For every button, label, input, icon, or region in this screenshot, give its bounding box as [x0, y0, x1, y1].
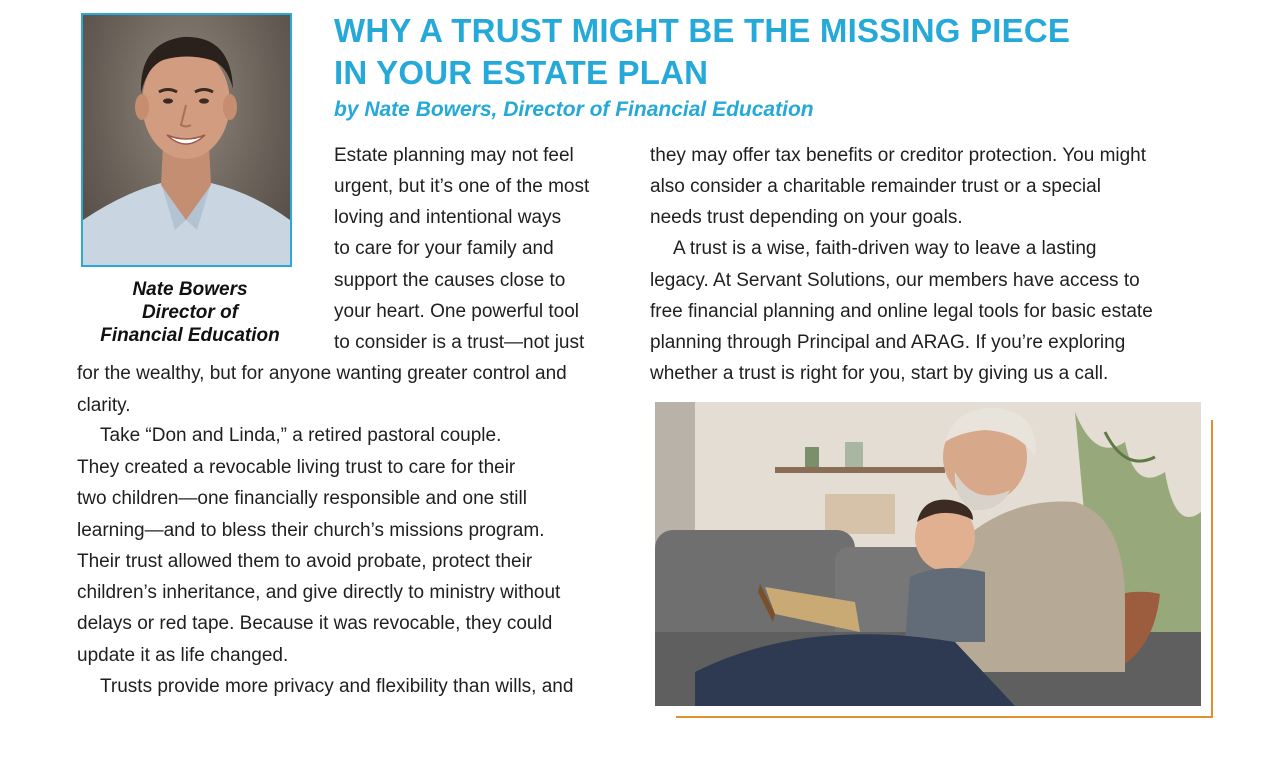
- body-line: update it as life changed.: [77, 645, 289, 666]
- body-line: Trusts provide more privacy and flexibility than wills, and: [100, 676, 574, 697]
- body-line: two children—one financially responsible and one still: [77, 488, 527, 509]
- article-byline: by Nate Bowers, Director of Financial Education: [334, 98, 814, 121]
- body-line: learning—and to bless their church’s missions program.: [77, 520, 545, 541]
- body-line: your heart. One powerful tool: [334, 301, 580, 322]
- body-line: to care for your family and: [334, 238, 554, 259]
- body-line: They created a revocable living trust to care for their: [77, 457, 516, 478]
- author-portrait-illustration: [83, 15, 290, 265]
- body-line: support the causes close to: [334, 270, 566, 291]
- body-line: whether a trust is right for you, start by giving us a call.: [650, 363, 1109, 384]
- article-title: [334, 10, 1234, 94]
- body-line: delays or red tape. Because it was revocable, they could: [77, 613, 553, 634]
- body-line: urgent, but it’s one of the most: [334, 176, 590, 197]
- body-line: clarity.: [77, 395, 131, 416]
- body-line: legacy. At Servant Solutions, our members have access to: [650, 270, 1140, 291]
- author-role-line2: Financial Education: [100, 325, 280, 346]
- article-title-line2: IN YOUR ESTATE PLAN: [334, 54, 709, 91]
- body-line: Their trust allowed them to avoid probate, protect their: [77, 551, 533, 572]
- author-role-line1: Director of: [141, 302, 239, 323]
- body-line: needs trust depending on your goals.: [650, 207, 963, 228]
- body-line: children’s inheritance, and give directly to ministry without: [77, 582, 561, 603]
- author-photo: [81, 13, 292, 267]
- family-photo: [655, 402, 1201, 706]
- article-title-line1: WHY A TRUST MIGHT BE THE MISSING PIECE: [334, 12, 1071, 49]
- body-line: Estate planning may not feel: [334, 145, 574, 166]
- author-name: Nate Bowers: [132, 279, 248, 300]
- body-line: to consider is a trust—not just: [334, 332, 585, 353]
- body-line: also consider a charitable remainder trust or a special: [650, 176, 1101, 197]
- body-line: for the wealthy, but for anyone wanting greater control and: [77, 363, 567, 384]
- family-reading-illustration: [655, 402, 1201, 706]
- body-line: A trust is a wise, faith-driven way to leave a lasting: [673, 238, 1097, 259]
- body-line: planning through Principal and ARAG. If you’re exploring: [650, 332, 1126, 353]
- author-caption: [80, 278, 300, 347]
- body-line: Take “Don and Linda,” a retired pastoral couple.: [100, 425, 502, 446]
- body-line: loving and intentional ways: [334, 207, 562, 228]
- body-line: free financial planning and online legal tools for basic estate: [650, 301, 1153, 322]
- body-line: they may offer tax benefits or creditor protection. You might: [650, 145, 1147, 166]
